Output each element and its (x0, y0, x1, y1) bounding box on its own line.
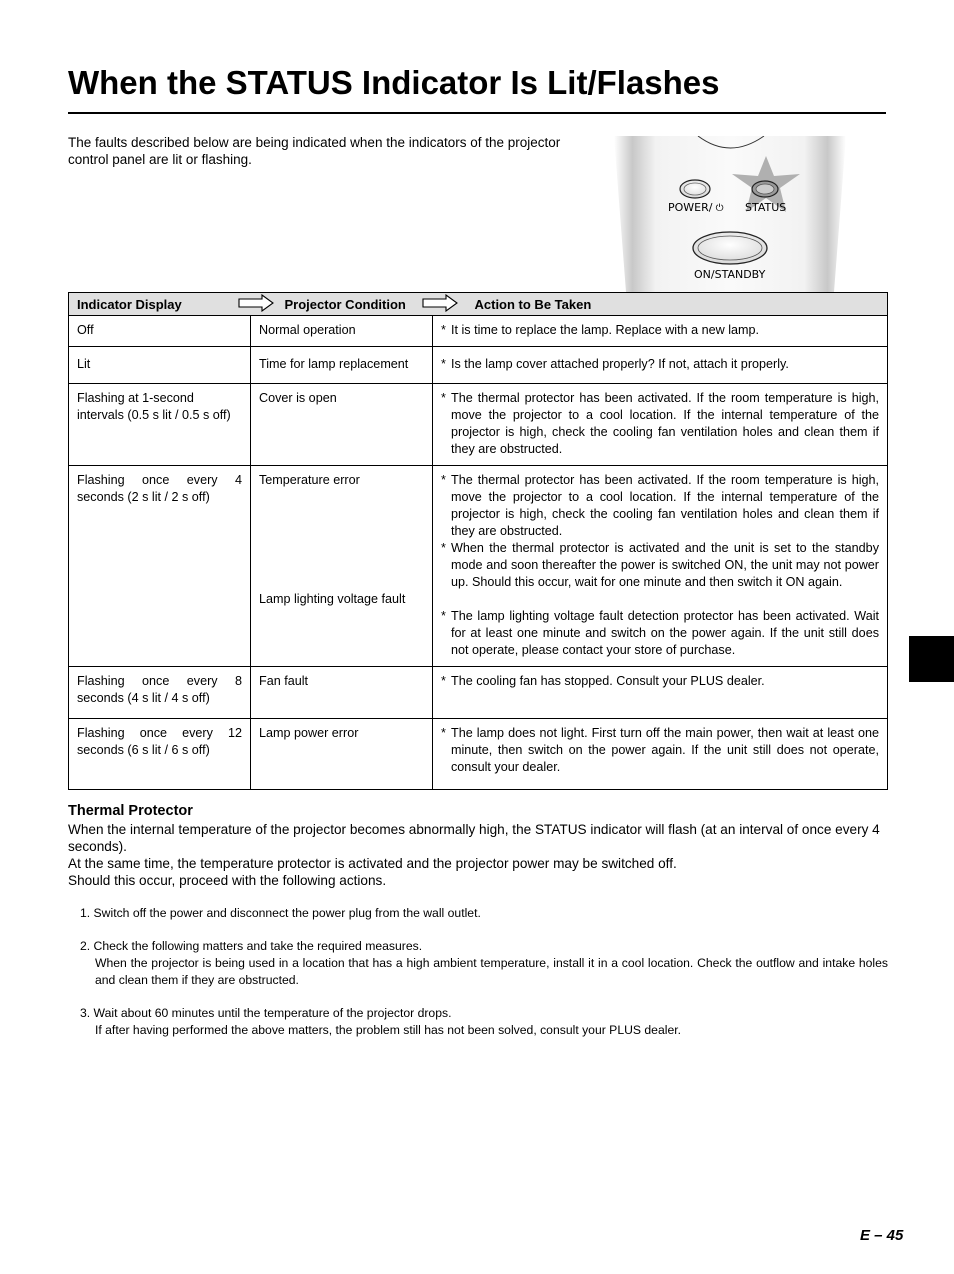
table-row (69, 719, 888, 790)
table-row (69, 466, 888, 667)
action-cell (433, 667, 888, 719)
action-cell (433, 384, 888, 466)
indicator-cell: Off (69, 316, 251, 347)
step-item (80, 938, 888, 989)
step-detail: When the projector is being used in a location that has a high ambient temperature, install it in a cool location. Check the outflow and intake holes and clean them if they are obstructed. (95, 956, 888, 987)
table-row (69, 316, 888, 347)
action-item: * The cooling fan has stopped. Consult your PLUS dealer. (441, 673, 879, 690)
condition-cell: Time for lamp replacement (251, 347, 433, 384)
arrow-right-icon (422, 292, 458, 314)
indicator-cell: Flashing once every 12 seconds (6 s lit / 6 s off) (69, 719, 251, 790)
step-item (80, 1005, 888, 1039)
status-table (68, 292, 888, 790)
step-text: 1. Switch off the power and disconnect the power plug from the wall outlet. (80, 906, 481, 920)
step-detail: If after having performed the above matters, the problem still has not been solved, consult your PLUS dealer. (95, 1023, 681, 1037)
control-panel-illustration (614, 136, 846, 292)
action-cell (433, 347, 888, 384)
indicator-cell: Lit (69, 347, 251, 384)
status-label: STATUS (745, 201, 787, 214)
table-row (69, 384, 888, 466)
step-text: 3. Wait about 60 minutes until the temperature of the projector drops. (80, 1006, 452, 1020)
action-cell (433, 719, 888, 790)
table-header-row (69, 293, 888, 316)
action-item: * When the thermal protector is activated and the unit is set to the standby mode and soon thereafter the power is switched ON, the unit may not power up. Should this occur, wait for one minute and then switch it ON again. (441, 540, 879, 591)
step-item (80, 905, 888, 922)
action-item: * The lamp lighting voltage fault detection protector has been activated. Wait for at least one minute and switch on the power again. If the unit still does not operate, please contact your store of purchase. (441, 608, 879, 659)
condition-cell (251, 466, 433, 667)
action-item: * The thermal protector has been activated. If the room temperature is high, move the projector to a cool location. If the internal temperature of the projector is high, check the cooling fan ventilation holes and clean them if they are obstructed. (441, 390, 879, 458)
thermal-para: Should this occur, proceed with the following actions. (68, 873, 387, 888)
thermal-protector-body (68, 821, 888, 889)
on-standby-label: ON/STANDBY (694, 268, 766, 281)
condition-cell: Fan fault (251, 667, 433, 719)
table-row (69, 667, 888, 719)
page-number: E – 45 (860, 1227, 904, 1244)
arrow-right-icon (238, 292, 274, 314)
page-title: When the STATUS Indicator Is Lit/Flashes (68, 64, 720, 101)
action-item: * Is the lamp cover attached properly? If not, attach it properly. (441, 356, 879, 373)
condition-item: Lamp lighting voltage fault (259, 592, 406, 606)
table-row (69, 347, 888, 384)
title-rule (68, 112, 886, 114)
indicator-cell: Flashing once every 8 seconds (4 s lit / 4 s off) (69, 667, 251, 719)
on-standby-button (693, 232, 767, 264)
chapter-side-tab (909, 636, 954, 682)
header-action: Action to Be Taken (433, 293, 888, 316)
action-item: * The lamp does not light. First turn off the main power, then wait at least one minute, then switch on the power again. If the unit still does not operate, consult your dealer. (441, 725, 879, 776)
action-cell (433, 316, 888, 347)
action-item: * The thermal protector has been activated. If the room temperature is high, move the projector to a cool location. If the internal temperature of the projector is high, check the cooling fan ventilation holes and clean them if they are obstructed. (441, 472, 879, 540)
condition-cell: Normal operation (251, 316, 433, 347)
action-item: * It is time to replace the lamp. Replace with a new lamp. (441, 322, 879, 339)
thermal-para: At the same time, the temperature protector is activated and the projector power may be switched off. (68, 856, 677, 871)
condition-cell: Lamp power error (251, 719, 433, 790)
indicator-cell: Flashing at 1-second intervals (0.5 s lit / 0.5 s off) (69, 384, 251, 466)
action-steps (80, 905, 888, 1055)
condition-item: Temperature error (259, 473, 360, 487)
power-symbol-icon: ⏻ (712, 203, 724, 214)
action-cell (433, 466, 888, 667)
power-label: POWER/ ⏻ (668, 201, 724, 214)
thermal-para: When the internal temperature of the projector becomes abnormally high, the STATUS indicator will flash (at an interval of once every 4 seconds). (68, 822, 880, 854)
header-indicator-display: Indicator Display (69, 293, 251, 316)
condition-cell: Cover is open (251, 384, 433, 466)
thermal-protector-heading: Thermal Protector (68, 803, 193, 819)
step-text: 2. Check the following matters and take the required measures. (80, 939, 423, 953)
header-projector-condition: Projector Condition (251, 293, 433, 316)
intro-text: The faults described below are being indicated when the indicators of the projector control panel are lit or flashing. (68, 135, 561, 167)
indicator-cell: Flashing once every 4 seconds (2 s lit / 2 s off) (69, 466, 251, 667)
